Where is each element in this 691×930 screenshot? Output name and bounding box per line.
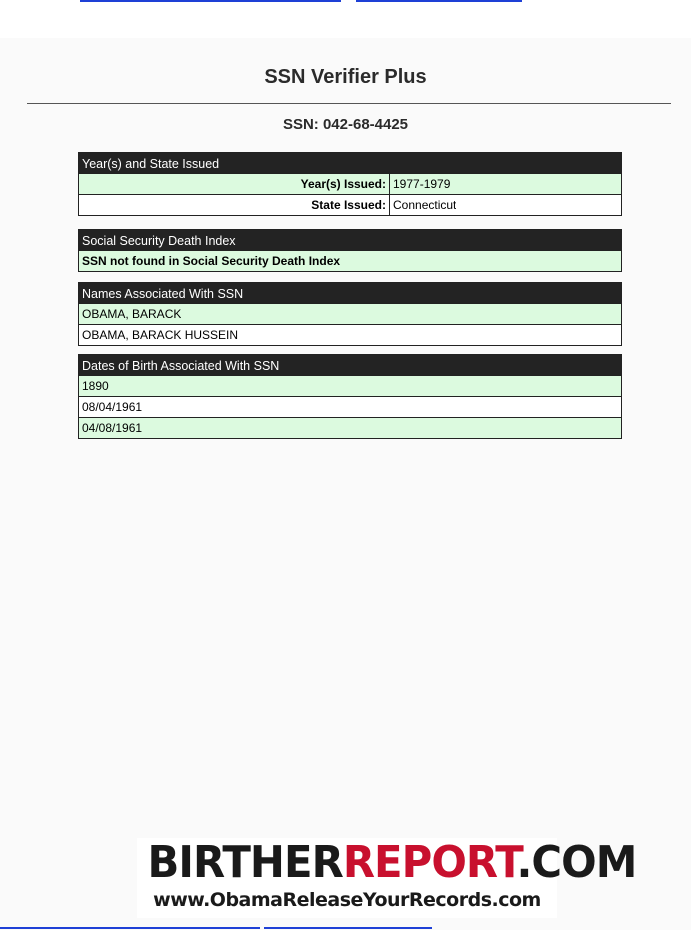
logo-part-report: REPORT	[342, 837, 517, 888]
list-item	[79, 375, 621, 396]
section-years-state	[78, 152, 622, 216]
dob-value: 04/08/1961	[82, 421, 143, 435]
section-dob	[78, 354, 622, 439]
dob-value: 1890	[82, 379, 109, 393]
logo-part-birther: BIRTHER	[147, 837, 343, 888]
section-header: Year(s) and State Issued	[79, 153, 621, 173]
death-index-result: SSN not found in Social Security Death Index	[82, 254, 341, 268]
table-row	[79, 194, 621, 215]
row-value: Connecticut	[393, 198, 457, 212]
section-header: Dates of Birth Associated With SSN	[79, 355, 621, 375]
table-row	[79, 250, 621, 271]
name-value: OBAMA, BARACK	[82, 307, 182, 321]
section-death-index	[78, 229, 622, 272]
document-page	[0, 38, 691, 930]
section-header: Social Security Death Index	[79, 230, 621, 250]
bottom-link-underline-left[interactable]	[0, 927, 260, 929]
top-link-underline-left[interactable]	[80, 0, 341, 2]
list-item	[79, 303, 621, 324]
birtherreport-logo	[137, 837, 637, 918]
dob-value: 08/04/1961	[82, 400, 143, 414]
section-names	[78, 282, 622, 346]
name-value: OBAMA, BARACK HUSSEIN	[82, 328, 239, 342]
row-label: State Issued:	[79, 195, 390, 215]
logo-wordmark	[147, 837, 637, 888]
logo-url: www.ObamaReleaseYourRecords.com	[153, 889, 541, 911]
bottom-link-underline-right[interactable]	[264, 927, 432, 929]
top-strip	[0, 0, 691, 38]
row-label: Year(s) Issued:	[79, 174, 390, 194]
logo-part-com: .COM	[516, 837, 637, 888]
row-value: 1977-1979	[393, 177, 451, 191]
list-item	[79, 324, 621, 345]
title-divider	[27, 103, 671, 104]
list-item	[79, 396, 621, 417]
section-header: Names Associated With SSN	[79, 283, 621, 303]
ssn-heading: SSN: 042-68-4425	[282, 116, 409, 133]
page-title: SSN Verifier Plus	[264, 66, 427, 88]
top-link-underline-right[interactable]	[356, 0, 522, 2]
table-row	[79, 173, 621, 194]
list-item	[79, 417, 621, 438]
